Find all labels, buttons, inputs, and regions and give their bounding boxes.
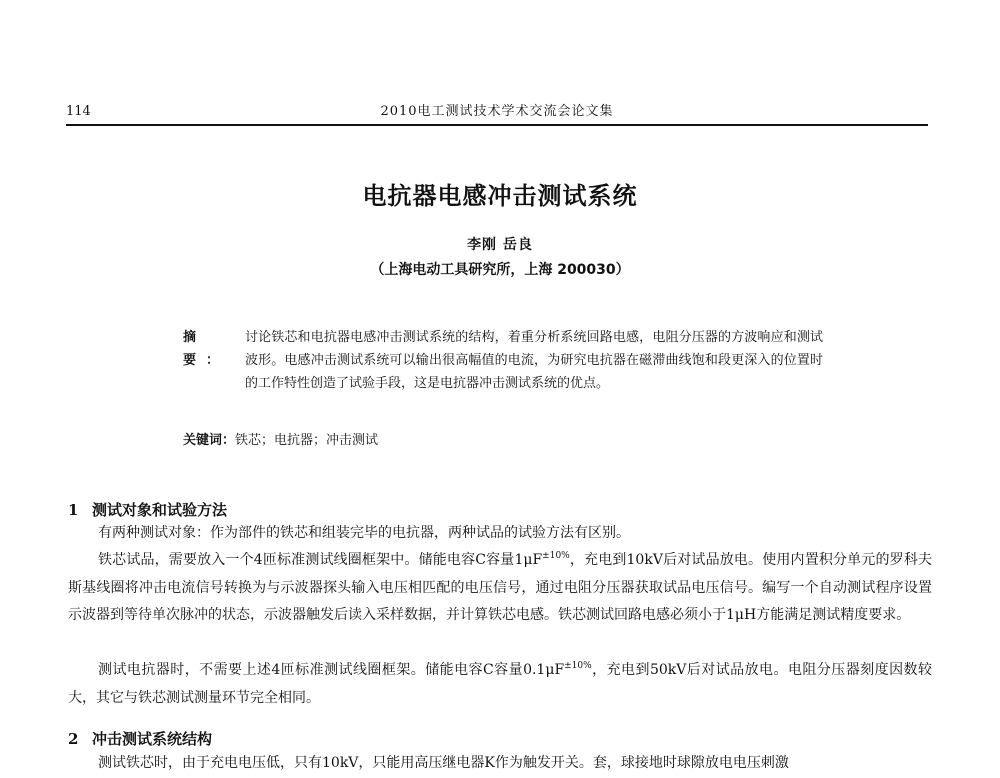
paper-authors: 李刚 岳良: [467, 237, 533, 253]
tolerance-superscript: ±10%: [564, 661, 592, 671]
abstract-text: 讨论铁芯和电抗器电感冲击测试系统的结构，着重分析系统回路电感，电阻分压器的方波响应和测试波形。电感冲击测试系统可以输出很高幅值的电流，为研究电抗器在磁滞曲线饱和段更深入的位置时的工作特性创造了试验手段，这是电抗器冲击测试系统的优点。: [245, 330, 823, 391]
paragraph: 有两种测试对象：作为部件的铁芯和组装完毕的电抗器，两种试品的试验方法有区别。: [98, 525, 630, 541]
paragraph: [68, 657, 932, 712]
paragraph-text: ，充电到50kV后对试品放电。电阻分压器刻度因数较大，其它与铁芯测试测量环节完全相同。: [68, 662, 932, 706]
header-rule: [66, 124, 928, 126]
paragraph-text: 铁芯试品，需要放入一个4匝标准测试线圈框架中。储能电容C容量1μF: [98, 552, 543, 568]
paragraph-text: 测试电抗器时，不需要上述4匝标准测试线圈框架。储能电容C容量0.1μF: [98, 662, 565, 678]
page-number: 114: [66, 104, 91, 119]
section-title: 冲击测试系统结构: [92, 730, 213, 748]
paragraph: [68, 547, 932, 630]
section-number: 1: [68, 501, 79, 519]
tolerance-superscript: ±10%: [542, 551, 570, 561]
keywords-label: 关键词：: [183, 433, 236, 448]
section-heading: [68, 499, 227, 520]
section-number: 2: [68, 730, 79, 748]
paper-title: 电抗器电感冲击测试系统: [362, 182, 638, 210]
abstract-label: 摘要：: [183, 330, 230, 368]
section-title: 测试对象和试验方法: [92, 501, 228, 519]
keywords: [183, 429, 823, 452]
paragraph-text: ，充电到10kV后对试品放电。使用内置积分单元的罗科夫斯基线圈将冲击电流信号转换为与示波器探头输入电压相匹配的电压信号，通过电阻分压器获取试品电压信号。编写一个自动测试程序设置示波器到等待单次脉冲的状态，示波器触发后读入采样数据，并计算铁芯电感。铁芯测试回路电感必须小于1μH方能满足测试精度要求。: [68, 552, 932, 623]
paragraph-cut-off: 测试铁芯时，由于充电电压低，只有10kV，只能用高压继电器K作为触发开关。套，球接地时球隙放电电压刺激: [98, 755, 789, 771]
keywords-text: 铁芯；电抗器；冲击测试: [235, 433, 379, 448]
section-heading: [68, 728, 212, 749]
journal-title: 2010电工测试技术学术交流会论文集: [380, 104, 614, 119]
running-header: [66, 101, 928, 123]
abstract: [183, 326, 823, 395]
paper-affiliation: （上海电动工具研究所，上海 200030）: [370, 262, 630, 278]
